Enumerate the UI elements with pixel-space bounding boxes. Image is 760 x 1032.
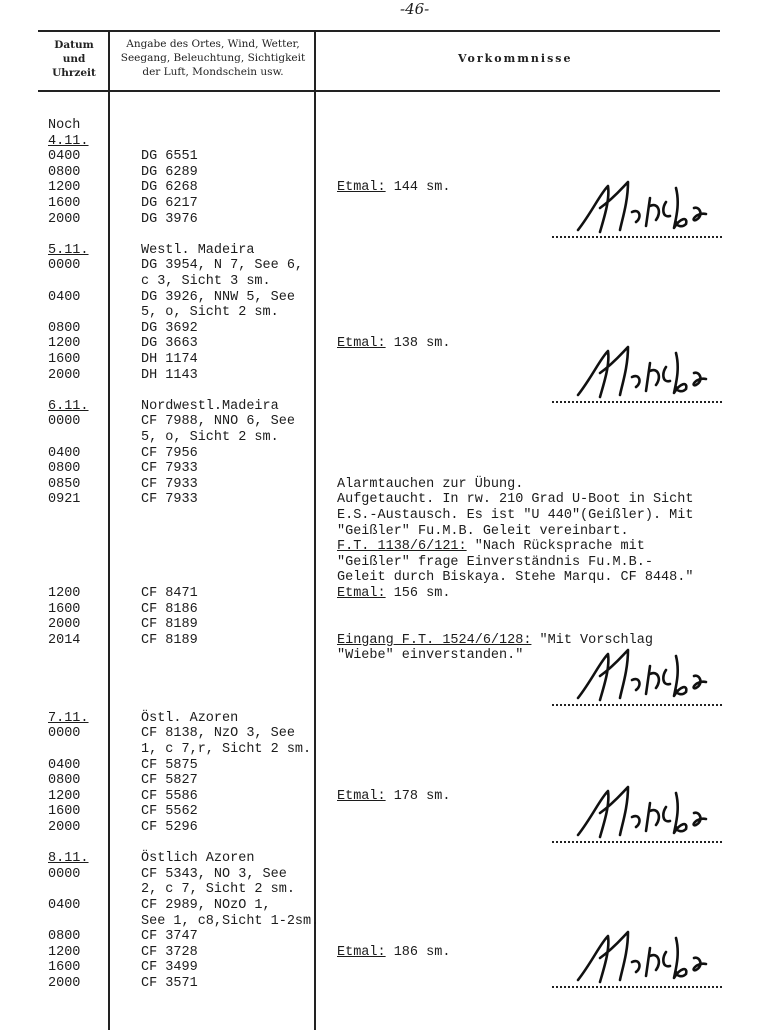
entry-time: 0000 — [48, 414, 81, 430]
entry-position: CF 7988, NNO 6, See — [141, 414, 295, 430]
entry-time: 0800 — [48, 929, 81, 945]
signature-dotted-line — [552, 236, 722, 238]
entry-time: 0400 — [48, 757, 81, 773]
entry-time: 0400 — [48, 898, 81, 913]
header-events: Vorkommnisse — [458, 52, 573, 65]
entry-position: CF 8189 — [141, 617, 198, 633]
page-number: -46- — [400, 0, 430, 18]
entry-position: CF 5296 — [141, 820, 198, 835]
entry-position: See 1, c8,Sicht 1-2sm. — [141, 913, 320, 929]
entry-position: CF 5586 — [141, 788, 198, 804]
entry-time: 1200 — [48, 586, 81, 601]
entry-date: 4.11. — [48, 133, 89, 149]
entry-time: 2014 — [48, 632, 81, 648]
entry-position: Nordwestl.Madeira — [141, 398, 279, 414]
header-top-rule — [38, 30, 720, 32]
entry-date: 5.11. — [48, 242, 89, 258]
entry-position: DG 6289 — [141, 164, 198, 180]
signature-dotted-line — [552, 401, 722, 403]
entry-position: CF 3747 — [141, 929, 198, 945]
header-date-time: Datum und Uhrzeit — [52, 39, 96, 79]
entry-time: 0921 — [48, 492, 81, 508]
entry-time: 1600 — [48, 804, 81, 820]
entry-time: 1600 — [48, 352, 81, 367]
entry-event: Etmal: 138 sm. — [337, 336, 451, 352]
entry-time: 2000 — [48, 211, 81, 227]
entry-position: CF 7933 — [141, 476, 198, 492]
entry-date: 8.11. — [48, 851, 89, 867]
entry-event: Eingang F.T. 1524/6/128: "Mit Vorschlag — [337, 632, 653, 648]
entry-position: DH 1143 — [141, 367, 198, 383]
entry-position: Östlich Azoren — [141, 851, 255, 867]
entry-time: 2000 — [48, 976, 81, 991]
entry-position: c 3, Sicht 3 sm. — [141, 274, 271, 289]
entry-position: DG 3663 — [141, 336, 198, 352]
entry-time: 2000 — [48, 617, 81, 633]
entry-event: Alarmtauchen zur Übung. — [337, 476, 524, 492]
entry-position: 5, o, Sicht 2 sm. — [141, 305, 279, 321]
entry-position: DH 1174 — [141, 352, 198, 367]
entry-position: 2, c 7, Sicht 2 sm. — [141, 882, 295, 898]
entry-time: 0800 — [48, 773, 81, 789]
entry-position: CF 5562 — [141, 804, 198, 820]
column-divider-1 — [108, 30, 110, 1030]
entry-position: DG 3926, NNW 5, See — [141, 289, 295, 305]
column-divider-2 — [314, 30, 316, 1030]
entry-event: "Geißler" frage Einverständnis Fu.M.B.- — [337, 554, 653, 570]
entry-event: "Geißler" Fu.M.B. Geleit vereinbart. — [337, 523, 629, 539]
entry-date: 6.11. — [48, 398, 89, 414]
entry-time: 1200 — [48, 180, 81, 196]
entry-position: CF 7956 — [141, 445, 198, 461]
entry-position: CF 8186 — [141, 601, 198, 617]
entry-position: CF 5827 — [141, 773, 198, 789]
entry-position: CF 5875 — [141, 757, 198, 773]
entry-time: 0400 — [48, 445, 81, 461]
entry-time: 0800 — [48, 461, 81, 477]
entry-position: DG 6217 — [141, 196, 198, 211]
entry-position: Westl. Madeira — [141, 242, 255, 258]
entry-time: 0800 — [48, 320, 81, 336]
entry-time: 0850 — [48, 476, 81, 492]
entry-time: 1600 — [48, 196, 81, 211]
entry-event: F.T. 1138/6/121: "Nach Rücksprache mit — [337, 539, 645, 555]
entry-time: 1200 — [48, 788, 81, 804]
entry-time: 0800 — [48, 164, 81, 180]
entry-position: CF 2989, NOzO 1, — [141, 898, 271, 913]
entry-position: CF 5343, NO 3, See — [141, 866, 287, 882]
entry-event: Geleit durch Biskaya. Stehe Marqu. CF 8448." — [337, 570, 694, 586]
entry-event: Etmal: 186 sm. — [337, 944, 451, 960]
header-location-weather: Angabe des Ortes, Wind, Wetter, Seegang, Beleuchtung, Sichtigkeit der Luft, Mondschein usw. — [120, 38, 306, 78]
entry-event: Etmal: 178 sm. — [337, 788, 451, 804]
entry-position: CF 3499 — [141, 960, 198, 976]
entry-time: 1200 — [48, 336, 81, 352]
entry-time: 1600 — [48, 960, 81, 976]
entry-event: E.S.-Austausch. Es ist "U 440"(Geißler). Mit — [337, 508, 694, 523]
entry-position: Östl. Azoren — [141, 710, 239, 726]
entry-position: CF 8189 — [141, 632, 198, 648]
entry-position: CF 3728 — [141, 944, 198, 960]
entry-time: 0000 — [48, 258, 81, 274]
entry-position: DG 3976 — [141, 211, 198, 227]
signature-dotted-line — [552, 841, 722, 843]
entry-time: 2000 — [48, 367, 81, 383]
entry-time: Noch — [48, 118, 81, 133]
entry-position: CF 7933 — [141, 461, 198, 477]
entry-position: DG 6551 — [141, 149, 198, 165]
entry-date: 7.11. — [48, 710, 89, 726]
signature-dotted-line — [552, 704, 722, 706]
entry-position: 5, o, Sicht 2 sm. — [141, 430, 279, 445]
entry-event: Etmal: 144 sm. — [337, 180, 451, 196]
entry-position: CF 8471 — [141, 586, 198, 601]
entry-position: 1, c 7,r, Sicht 2 sm. — [141, 742, 312, 757]
entry-time: 0000 — [48, 866, 81, 882]
entry-position: DG 3692 — [141, 320, 198, 336]
signature-dotted-line — [552, 986, 722, 988]
entry-time: 1200 — [48, 944, 81, 960]
entry-time: 0400 — [48, 149, 81, 165]
entry-time: 2000 — [48, 820, 81, 835]
entry-position: DG 6268 — [141, 180, 198, 196]
header-bottom-rule — [38, 90, 720, 92]
entry-time: 1600 — [48, 601, 81, 617]
entry-position: DG 3954, N 7, See 6, — [141, 258, 304, 274]
entry-position: CF 8138, NzO 3, See — [141, 726, 295, 742]
entry-time: 0400 — [48, 289, 81, 305]
entry-event: Etmal: 156 sm. — [337, 586, 451, 601]
entry-event: Aufgetaucht. In rw. 210 Grad U-Boot in Sicht — [337, 492, 694, 508]
entry-event: "Wiebe" einverstanden." — [337, 648, 524, 664]
entry-time: 0000 — [48, 726, 81, 742]
entry-position: CF 3571 — [141, 976, 198, 991]
entry-position: CF 7933 — [141, 492, 198, 508]
